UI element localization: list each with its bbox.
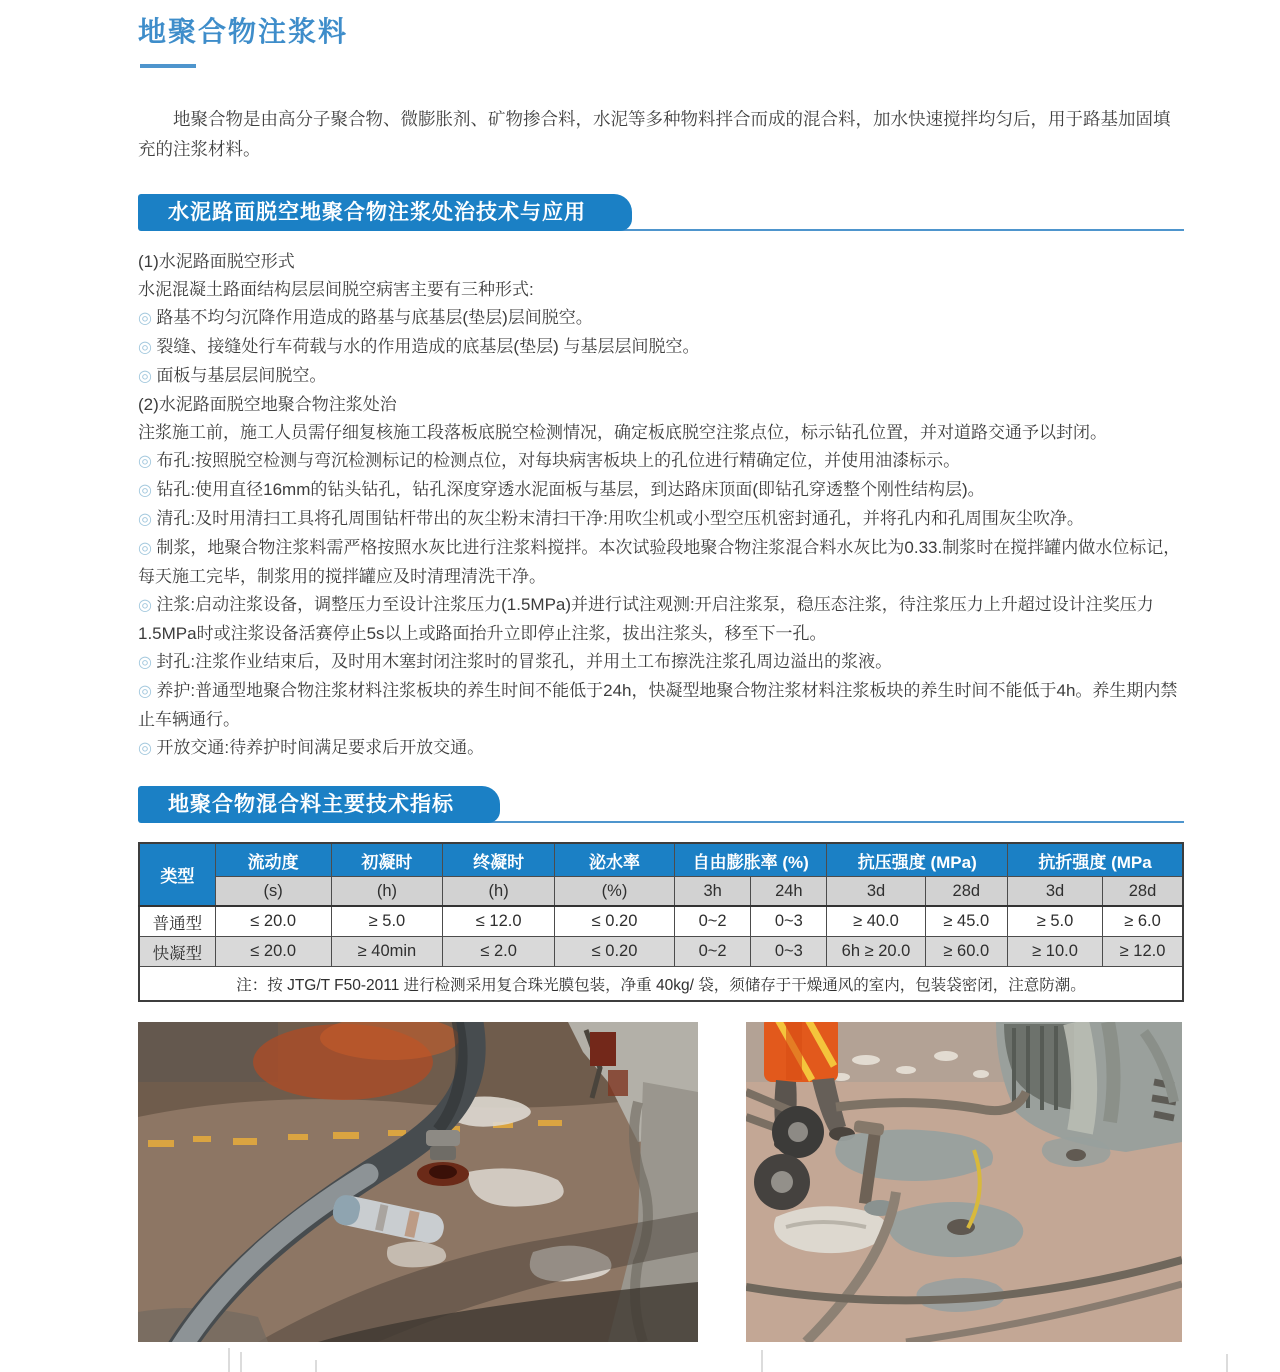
double-circle-bullet-icon: ◎ bbox=[138, 654, 157, 671]
table-cell: 0~2 bbox=[675, 937, 751, 967]
page-bottom-artifact bbox=[240, 1352, 242, 1372]
spec-table-body bbox=[139, 906, 1183, 1001]
table-cell: 0~3 bbox=[751, 906, 827, 937]
table-note-row bbox=[139, 967, 1183, 1002]
table-header-row bbox=[139, 843, 1183, 877]
table-cell: 0~3 bbox=[751, 937, 827, 967]
table-cell: ≥ 5.0 bbox=[331, 906, 443, 937]
table-subheader-cell: 24h bbox=[751, 877, 827, 907]
photo-construction-site bbox=[746, 1022, 1182, 1342]
section1-paragraphs bbox=[138, 248, 1186, 763]
double-circle-bullet-icon: ◎ bbox=[138, 540, 157, 557]
page-title: 地聚合物注浆料 bbox=[138, 16, 349, 47]
table-cell: ≥ 40.0 bbox=[827, 906, 925, 937]
table-subheader-cell: (h) bbox=[331, 877, 443, 907]
section1-heading: 水泥路面脱空地聚合物注浆处治技术与应用 bbox=[138, 194, 632, 231]
section1-header bbox=[138, 194, 1184, 233]
double-circle-bullet-icon: ◎ bbox=[138, 683, 157, 700]
table-cell: ≥ 60.0 bbox=[925, 937, 1007, 967]
bullet-line: ◎ 面板与基层层间脱空。 bbox=[138, 366, 327, 385]
photo-grouting-hose bbox=[138, 1022, 698, 1342]
table-header-cell: 泌水率 bbox=[554, 843, 674, 877]
bullet-line: ◎ 养护:普通型地聚合物注浆材料注浆板块的养生时间不能低于24h，快凝型地聚合物注浆材料注浆板块的养生时间不能低于4h。养生期内禁止车辆通行。 bbox=[138, 681, 1178, 729]
page-bottom-artifact bbox=[315, 1360, 317, 1372]
spec-table bbox=[138, 842, 1184, 1002]
table-cell: ≥ 45.0 bbox=[925, 906, 1007, 937]
table-row bbox=[139, 937, 1183, 967]
title-underline bbox=[140, 64, 196, 68]
table-subheader-row bbox=[139, 877, 1183, 907]
text-line: 注浆施工前，施工人员需仔细复核施工段落板底脱空检测情况，确定板底脱空注浆点位，标示钻孔位置，并对道路交通予以封闭。 bbox=[138, 423, 1107, 442]
table-subheader-cell: 3h bbox=[675, 877, 751, 907]
bullet-line: ◎ 裂缝、接缝处行车荷载与水的作用造成的底基层(垫层) 与基层层间脱空。 bbox=[138, 337, 700, 356]
double-circle-bullet-icon: ◎ bbox=[138, 339, 157, 356]
text-line: 水泥混凝土路面结构层层间脱空病害主要有三种形式: bbox=[138, 280, 534, 299]
section2-header bbox=[138, 786, 1184, 825]
table-cell: ≥ 40min bbox=[331, 937, 443, 967]
table-subheader-cell: (%) bbox=[554, 877, 674, 907]
page-bottom-artifact bbox=[761, 1350, 763, 1372]
grouting-worksite-illustration bbox=[746, 1022, 1182, 1342]
table-cell: ≤ 20.0 bbox=[215, 937, 331, 967]
page-bottom-artifact bbox=[1226, 1354, 1228, 1372]
page-bottom-artifact bbox=[228, 1348, 230, 1372]
table-header-cell: 终凝时 bbox=[443, 843, 555, 877]
table-cell: ≥ 5.0 bbox=[1008, 906, 1103, 937]
table-subheader-cell: 3d bbox=[827, 877, 925, 907]
table-cell: ≤ 0.20 bbox=[554, 937, 674, 967]
bullet-line: ◎ 钻孔:使用直径16mm的钻头钻孔，钻孔深度穿透水泥面板与基层，到达路床顶面(即钻孔穿透整个刚性结构层)。 bbox=[138, 480, 985, 499]
spec-table-head bbox=[139, 843, 1183, 906]
table-cell: ≤ 2.0 bbox=[443, 937, 555, 967]
table-header-cell: 自由膨胀率 (%) bbox=[675, 843, 827, 877]
table-note: 注：按 JTG/T F50-2011 进行检测采用复合珠光膜包装，净重 40kg/ 袋，须储存于干燥通风的室内，包装袋密闭，注意防潮。 bbox=[139, 967, 1183, 1002]
bullet-line: ◎ 布孔:按照脱空检测与弯沉检测标记的检测点位，对每块病害板块上的孔位进行精确定位，并使用油漆标示。 bbox=[138, 451, 961, 470]
table-header-cell: 流动度 bbox=[215, 843, 331, 877]
text-line: (1)水泥路面脱空形式 bbox=[138, 252, 295, 271]
double-circle-bullet-icon: ◎ bbox=[138, 511, 157, 528]
table-cell: ≤ 12.0 bbox=[443, 906, 555, 937]
grouting-hole-illustration bbox=[138, 1022, 698, 1342]
table-cell: 6h ≥ 20.0 bbox=[827, 937, 925, 967]
table-header-cell: 抗折强度 (MPa bbox=[1008, 843, 1183, 877]
table-header-cell: 类型 bbox=[139, 843, 215, 906]
bullet-line: ◎ 注浆:启动注浆设备，调整压力至设计注浆压力(1.5MPa)并进行试注观测:开启注浆泵，稳压态注浆，待注浆压力上升超过设计注奖压力1.5MPa时或注浆设备活赛停止5s以上或路面抬升立即停止注浆，拔出注浆头，移至下一孔。 bbox=[138, 595, 1154, 643]
section2-heading: 地聚合物混合料主要技术指标 bbox=[138, 786, 500, 823]
table-header-cell: 抗压强度 (MPa) bbox=[827, 843, 1008, 877]
intro-paragraph: 地聚合物是由高分子聚合物、微膨胀剂、矿物掺合料，水泥等多种物料拌合而成的混合料，加水快速搅拌均匀后，用于路基加固填充的注浆材料。 bbox=[138, 109, 1171, 159]
table-subheader-cell: (h) bbox=[443, 877, 555, 907]
double-circle-bullet-icon: ◎ bbox=[138, 453, 157, 470]
table-cell: ≥ 10.0 bbox=[1008, 937, 1103, 967]
double-circle-bullet-icon: ◎ bbox=[138, 368, 157, 385]
double-circle-bullet-icon: ◎ bbox=[138, 310, 157, 327]
table-subheader-cell: 3d bbox=[1008, 877, 1103, 907]
bullet-line: ◎ 制浆，地聚合物注浆料需严格按照水灰比进行注浆料搅拌。本次试验段地聚合物注浆混合料水灰比为0.33.制浆时在搅拌罐内做水位标记，每天施工完毕，制浆用的搅拌罐应及时清理清洗干净。 bbox=[138, 538, 1181, 586]
table-subheader-cell: 28d bbox=[1103, 877, 1183, 907]
bullet-line: ◎ 路基不均匀沉降作用造成的路基与底基层(垫层)层间脱空。 bbox=[138, 308, 593, 327]
bullet-line: ◎ 封孔:注浆作业结束后，及时用木塞封闭注浆时的冒浆孔，并用土工布擦洗注浆孔周边溢出的浆液。 bbox=[138, 652, 893, 671]
table-cell: ≥ 6.0 bbox=[1103, 906, 1183, 937]
double-circle-bullet-icon: ◎ bbox=[138, 740, 157, 757]
table-subheader-cell: 28d bbox=[925, 877, 1007, 907]
bullet-line: ◎ 开放交通:待养护时间满足要求后开放交通。 bbox=[138, 738, 485, 757]
table-subheader-cell: (s) bbox=[215, 877, 331, 907]
table-cell: ≤ 0.20 bbox=[554, 906, 674, 937]
double-circle-bullet-icon: ◎ bbox=[138, 597, 157, 614]
table-cell: ≤ 20.0 bbox=[215, 906, 331, 937]
table-type-cell: 普通型 bbox=[139, 906, 215, 937]
text-line: (2)水泥路面脱空地聚合物注浆处治 bbox=[138, 395, 397, 414]
table-row bbox=[139, 906, 1183, 937]
table-cell: ≥ 12.0 bbox=[1103, 937, 1183, 967]
bullet-line: ◎ 清孔:及时用清扫工具将孔周围钻杆带出的灰尘粉末清扫干净:用吹尘机或小型空压机密封通孔，并将孔内和孔周围灰尘吹净。 bbox=[138, 509, 1084, 528]
table-cell: 0~2 bbox=[675, 906, 751, 937]
table-type-cell: 快凝型 bbox=[139, 937, 215, 967]
double-circle-bullet-icon: ◎ bbox=[138, 482, 157, 499]
table-header-cell: 初凝时 bbox=[331, 843, 443, 877]
